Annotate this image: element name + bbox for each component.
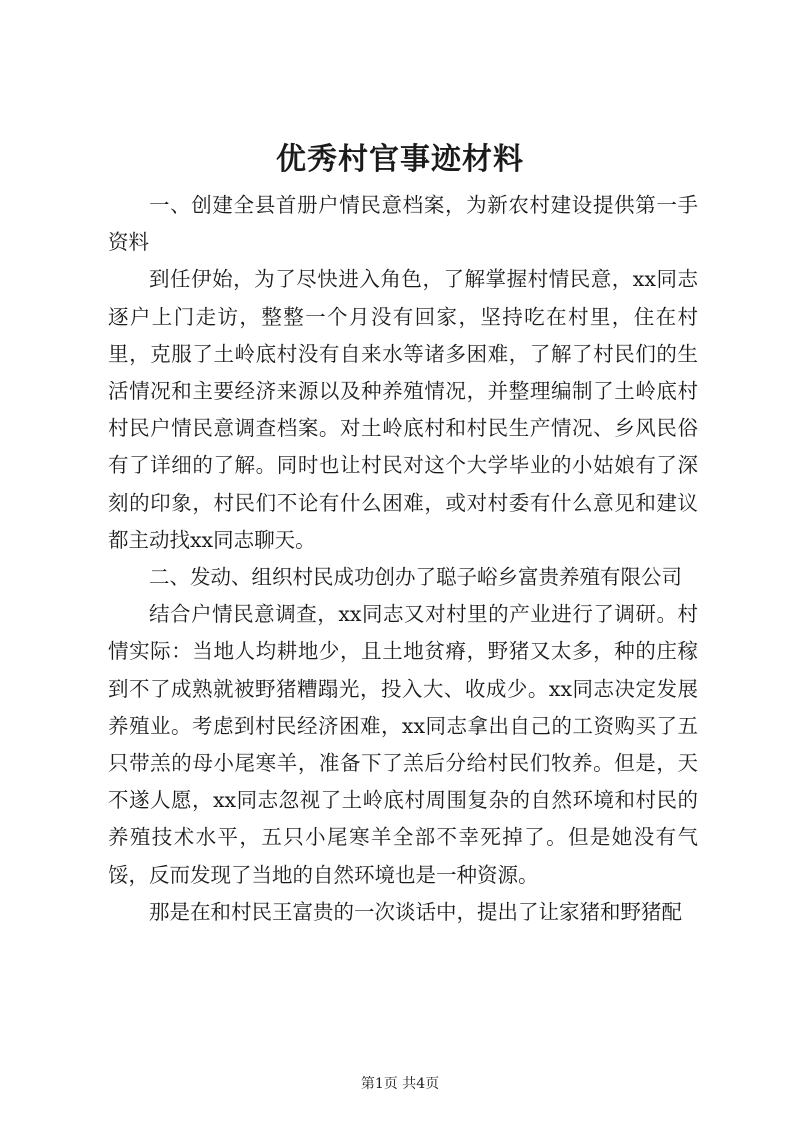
document-body — [108, 187, 698, 931]
body-paragraph: 结合户情民意调查，xx同志又对村里的产业进行了调研。村情实际：当地人均耕地少，且土地贫瘠，野猪又太多，种的庄稼到不了成熟就被野猪糟蹋光，投入大、收成少。xx同志决定发展养殖业。考虑到村民经济困难，xx同志拿出自己的工资购买了五只带羔的母小尾寒羊，准备下了羔后分给村民们牧养。但是，天不遂人愿，xx同志忽视了土岭底村周围复杂的自然环境和村民的养殖技术水平，五只小尾寒羊全部不幸死掉了。但是她没有气馁，反而发现了当地的自然环境也是一种资源。 — [108, 602, 698, 887]
document-title: 优秀村官事迹材料 — [276, 142, 524, 177]
body-paragraph: 那是在和村民王富贵的一次谈话中，提出了让家猪和野猪配 — [149, 899, 682, 924]
section-heading-1: 一、创建全县首册户情民意档案，为新农村建设提供第一手资料 — [108, 193, 698, 255]
section-heading-2: 二、发动、组织村民成功创办了聪子峪乡富贵养殖有限公司 — [149, 565, 682, 590]
page-number-footer: 第1页 共4页 — [360, 1076, 440, 1092]
body-paragraph: 到任伊始，为了尽快进入角色，了解掌握村情民意，xx同志逐户上门走访，整整一个月没有回家，坚持吃在村里，住在村里，克服了土岭底村没有自来水等诸多困难，了解了村民们的生活情况和主要经济来源以及种养殖情况，并整理编制了土岭底村村民户情民意调查档案。对土岭底村和村民生产情况、乡风民俗有了详细的了解。同时也让村民对这个大学毕业的小姑娘有了深刻的印象，村民们不论有什么困难，或对村委有什么意见和建议都主动找xx同志聊天。 — [108, 267, 698, 552]
